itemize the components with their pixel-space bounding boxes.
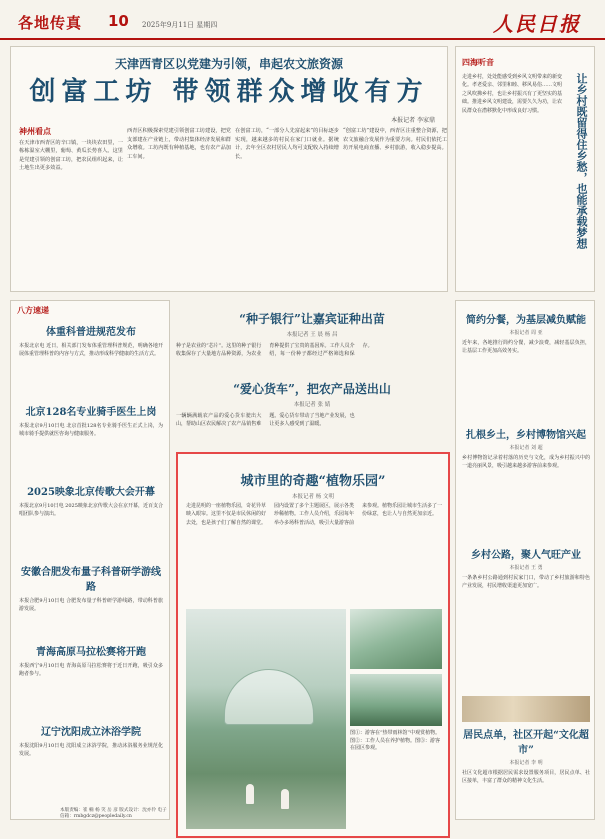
right-article-text: 一条条乡村公路通到村民家门口，带动了乡村旅游和特色产业发展，村民增收渠道更加宽广。 <box>462 575 590 589</box>
visitor-figure <box>246 784 254 804</box>
brief-text: 本报北京电 近日，相关部门发布体重管理科普规范，明确各地开展体重管理科普的内容与方式，推动形成科学健康的生活方式。 <box>19 343 163 357</box>
article-photo <box>462 696 590 722</box>
commentary-kicker: 四海听音 <box>462 57 494 67</box>
lead-text-3: 在创富工坊，“一部分人先富起来”的目标逐步实现，越来越多的村民在家门口就业。据统计，去年全区农村居民人均可支配收入持续增长。 <box>235 128 339 160</box>
right-article-text: 乡村博物馆记录着村落的历史与文化，成为乡村振兴中的一道亮丽风景，吸引越来越多游客前来参观。 <box>462 455 590 469</box>
brief-title[interactable]: 辽宁沈阳成立沐浴学院 <box>41 727 141 738</box>
lead-column-1 <box>19 127 123 173</box>
right-article-byline: 本报记者 李 明 <box>509 760 543 766</box>
brief-title[interactable]: 安徽合肥发布量子科普研学游线路 <box>21 567 161 593</box>
featured-byline: 本报记者 杨 文明 <box>292 494 334 500</box>
lead-text-4: “创富工坊”建设中，西青区注重整合资源，把农文旅融合发展作为重要方向。村民们依托工坊开展电商直播、乡村旅游，收入稳步提高。 <box>343 128 447 152</box>
lead-kicker: 神州看点 <box>19 126 51 136</box>
right-article-text: 社区文化超市根据居民需求设置服务项目，居民点单、社区接单，丰富了群众的精神文化生活。 <box>462 770 590 784</box>
brief-text: 本报合肥9月10日电 合肥发布量子科普研学游线路，带动科普旅游发展。 <box>19 598 163 612</box>
news-briefs <box>10 300 170 820</box>
commentary-box[interactable] <box>455 46 595 292</box>
lead-title[interactable]: 创富工坊 带领群众增收有方 <box>29 77 429 107</box>
right-article-byline: 本报记者 周 亚 <box>509 330 543 336</box>
lead-text-1: 在天津市西青区的辛口镇，一块块农田里，一栋栋温室大棚里，葡萄、黄瓜长势喜人。这里是党建引领的创富工坊，把农民组织起来，让土地生出更多效益。 <box>19 139 123 172</box>
lead-text-2: 西青区积极探索党建引领创富工坊建设，把党支部建在产业链上，带动村集体经济发展和群众增收。工坊内既有种植基地，也有农产品加工车间。 <box>127 128 231 160</box>
page-credits: 本版责编：崔 楠 杨 笑 岳 彦 版式设计：沈亦伶 电子信箱：rmbgdcz@peopledaily.cn <box>60 808 167 819</box>
brief-title[interactable]: 青海高原马拉松赛将开跑 <box>36 647 146 658</box>
featured-article[interactable] <box>176 452 450 838</box>
lead-subtitle: 天津西青区以党建为引领，串起农文旅资源 <box>114 57 343 71</box>
featured-photo-3 <box>350 674 442 726</box>
brief-text: 本报北京9月10日电 2025映象北京传歌大会在京开幕，近百支合唱团队参与演出。 <box>19 503 163 517</box>
right-article-title[interactable]: 简约分餐，为基层减负赋能 <box>466 315 586 326</box>
article-text: 一辆辆满载农产品的爱心货车驶出大山，帮助山区农民解决了农产品销售难题。爱心货车带动了当地产业发展，也让更多人感受到了温暖。 <box>176 413 355 428</box>
visitor-figure <box>281 789 289 809</box>
brief-text: 本报沈阳9月10日电 沈阳成立沐浴学院，推动沐浴服务业规范化发展。 <box>19 743 163 757</box>
masthead-logo: 人民日报 <box>493 12 581 36</box>
photo-caption: 图①：游客在“热带雨林馆”中观赏植物。图②：工作人员在养护植物。图③：游客在园区参观。 <box>350 730 441 752</box>
right-article[interactable] <box>462 546 590 590</box>
article-byline: 本报记者 王 晨 杨 昌 <box>286 332 338 338</box>
brief-title[interactable]: 体重科普进规范发布 <box>46 327 136 338</box>
brief-item[interactable] <box>19 643 163 678</box>
commentary-body: 走进乡村，处处能感受到乡风文明带来的新变化。孝老爱亲、邻里和睦、移风易俗……文明之风吹拂乡村，也让乡村振兴有了更坚实的基础。推进乡风文明建设，需要久久为功，让农民群众在潜移默化中形成良好习惯。 <box>462 74 563 114</box>
right-article[interactable] <box>462 726 590 785</box>
lead-column-4 <box>343 127 447 153</box>
featured-photo-main <box>186 609 346 829</box>
briefs-tag: 八方速递 <box>17 305 49 315</box>
brief-item[interactable] <box>19 323 163 358</box>
right-article[interactable] <box>462 426 590 470</box>
featured-text: 走进昆明的一座植物乐园，奇花异草映入眼帘。这里不仅是市民休闲的好去处，也是孩子们了解自然的课堂。园内设置了多个主题展区，展示各类珍稀植物。工作人员介绍，乐园每年举办多场科普活动，吸引大量游客前来参观。植物乐园让城市生活多了一份绿意，也让人与自然更加亲近。 <box>186 503 442 526</box>
right-article-byline: 本报记者 刘 超 <box>509 445 543 451</box>
brief-text: 本报西宁9月10日电 青海高原马拉松赛将于近日开跑，吸引众多跑者参与。 <box>19 663 163 677</box>
article-byline: 本报记者 张 婧 <box>293 402 331 408</box>
section-tag: 各地传真 <box>18 14 83 32</box>
publication-date: 2025年9月11日 星期四 <box>142 21 218 29</box>
brief-item[interactable] <box>19 483 163 518</box>
brief-title[interactable]: 北京128名专业骑手医生上岗 <box>25 407 157 418</box>
lead-byline: 本报记者 李家鼎 <box>391 117 435 124</box>
lead-article[interactable] <box>10 46 448 292</box>
featured-title[interactable]: 城市里的奇趣“植物乐园” <box>240 474 386 489</box>
page-number: 10 <box>108 12 129 30</box>
commentary-title[interactable]: 让乡村既留得住乡愁，也能承载梦想 <box>575 73 588 249</box>
middle-articles <box>176 300 448 450</box>
right-column <box>455 300 595 820</box>
right-article-text: 近年来，各地推行简约分餐，减少浪费，减轻基层负担，让基层工作更加高效务实。 <box>462 340 590 354</box>
article-title[interactable]: “爱心货车”，把农产品送出山 <box>233 382 391 396</box>
lead-column-3 <box>235 127 339 161</box>
right-article-title[interactable]: 居民点单，社区开起“文化超市” <box>463 730 589 756</box>
right-article[interactable] <box>462 311 590 355</box>
brief-item[interactable] <box>19 563 163 613</box>
brief-item[interactable] <box>19 723 163 758</box>
article-text: 种子是农业的“芯片”。这里的种子银行收集保存了大量地方品种资源，为农业育种提供了宝贵的基因库。工作人员介绍，每一份种子都经过严格筛选和保存。 <box>176 343 373 358</box>
article-seed-bank[interactable] <box>176 310 448 358</box>
article-love-truck[interactable] <box>176 380 448 428</box>
article-title[interactable]: “种子银行”让嘉宾证种出苗 <box>239 312 385 326</box>
brief-text: 本报北京9月10日电 北京首批128名专业骑手医生正式上岗，为城市骑手提供就医咨询与健康服务。 <box>19 423 163 437</box>
right-article-title[interactable]: 乡村公路，聚人气旺产业 <box>471 550 581 561</box>
glasshouse-pavilion <box>224 669 314 725</box>
brief-item[interactable] <box>19 403 163 438</box>
page-header <box>0 0 605 40</box>
right-article-title[interactable]: 扎根乡土，乡村博物馆兴起 <box>466 430 586 441</box>
featured-photo-2 <box>350 609 442 669</box>
right-article-byline: 本报记者 王 勇 <box>509 565 543 571</box>
lead-column-2 <box>127 127 231 161</box>
brief-title[interactable]: 2025映象北京传歌大会开幕 <box>27 487 155 498</box>
